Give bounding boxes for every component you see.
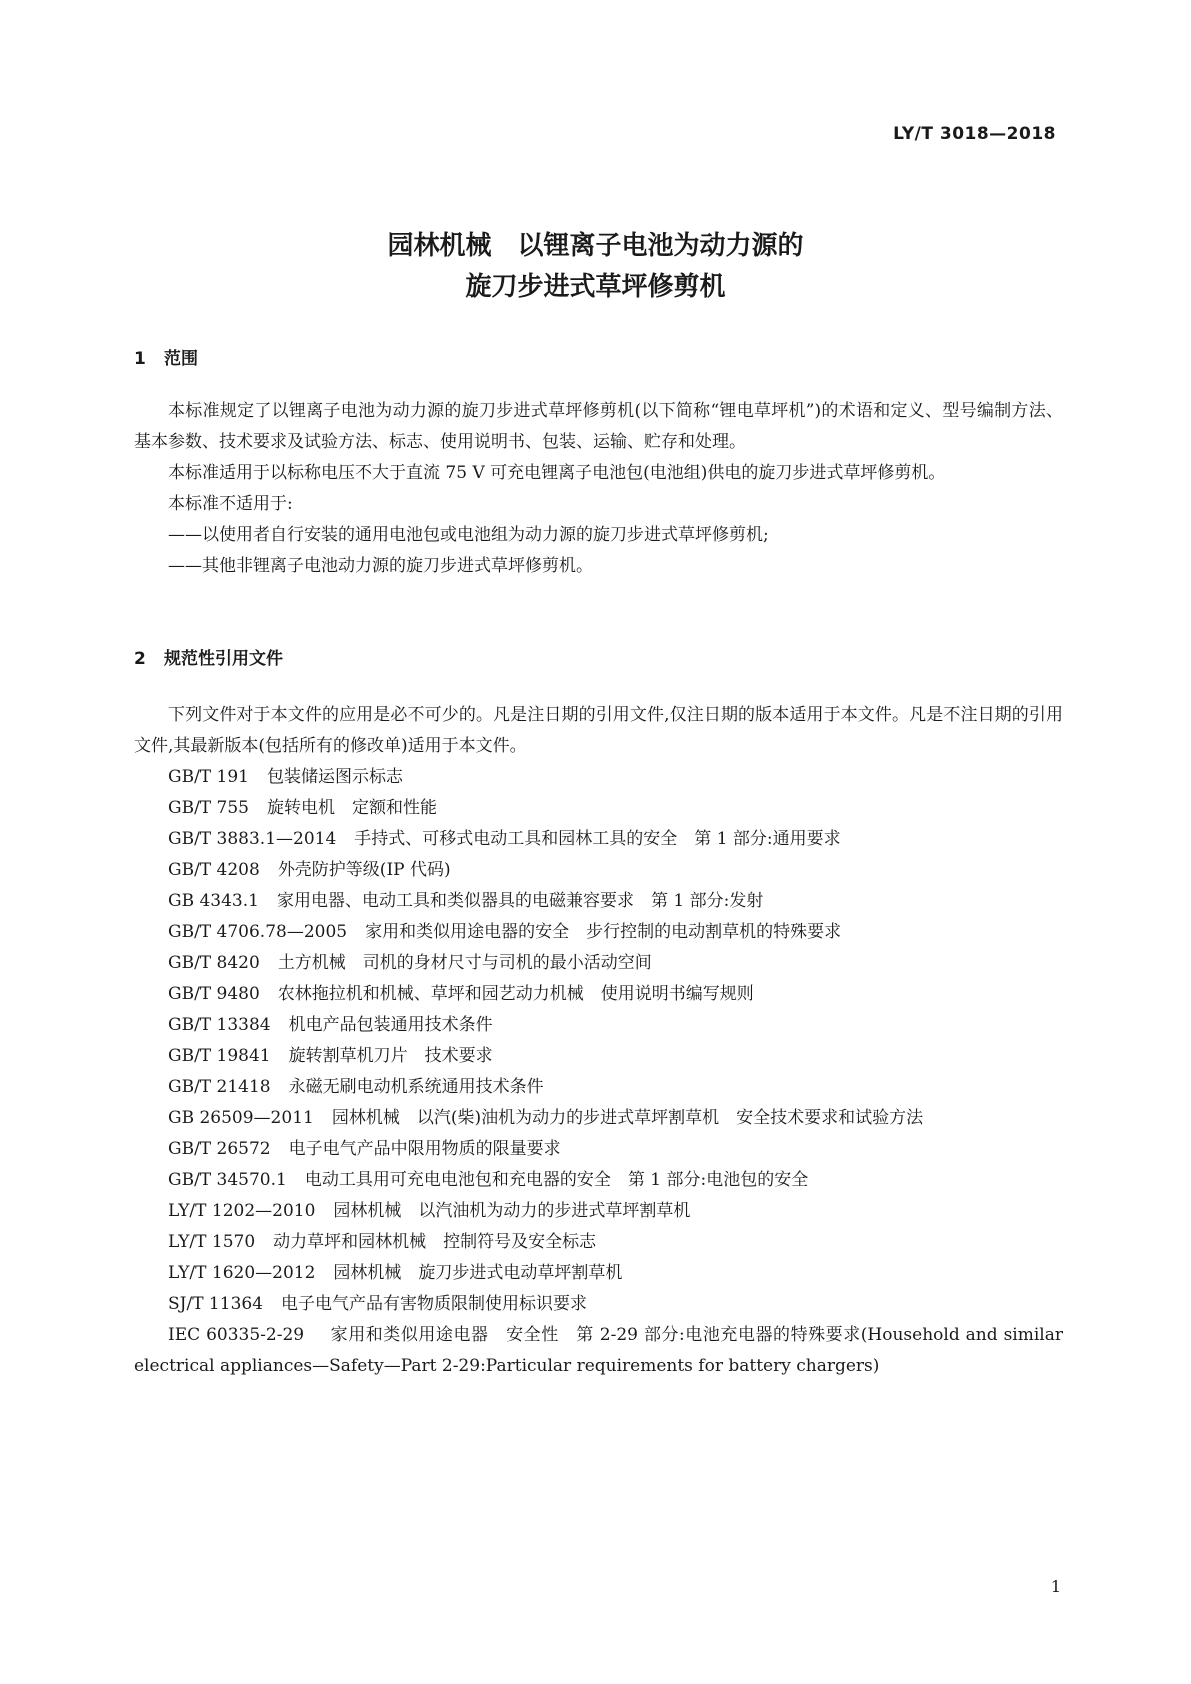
section-2-number: 2	[134, 649, 146, 669]
reference-item	[134, 1041, 1063, 1072]
section-1-title: 范围	[164, 349, 198, 369]
reference-item	[134, 1072, 1063, 1103]
reference-item	[134, 824, 1063, 855]
reference-item	[134, 762, 1063, 793]
document-title-line-1: 园林机械 以锂离子电池为动力源的	[387, 231, 804, 261]
reference-item	[134, 1103, 1063, 1134]
paragraph: 本标准适用于以标称电压不大于直流 75 V 可充电锂离子电池包(电池组)供电的旋刀步进式草坪修剪机。	[168, 463, 946, 483]
reference-title: 园林机械 以汽(柴)油机为动力的步进式草坪割草机 安全技术要求和试验方法	[331, 1108, 924, 1128]
reference-title: 家用电器、电动工具和类似器具的电磁兼容要求 第 1 部分:发射	[276, 891, 764, 911]
reference-title: 动力草坪和园林机械 控制符号及安全标志	[273, 1232, 597, 1252]
reference-item	[134, 1165, 1063, 1196]
reference-item	[134, 1320, 1063, 1382]
reference-title: 电动工具用可充电电池包和充电器的安全 第 1 部分:电池包的安全	[304, 1170, 809, 1190]
reference-code: GB/T 13384	[168, 1015, 271, 1035]
reference-item	[134, 1227, 1063, 1258]
reference-code: GB/T 3883.1—2014	[168, 829, 337, 849]
reference-title: 电子电气产品有害物质限制使用标识要求	[281, 1294, 588, 1314]
reference-code: GB/T 755	[168, 798, 249, 818]
reference-title: 手持式、可移式电动工具和园林工具的安全 第 1 部分:通用要求	[354, 829, 841, 849]
reference-item	[134, 793, 1063, 824]
reference-code: GB/T 4208	[168, 860, 260, 880]
reference-title: 旋转电机 定额和性能	[267, 798, 437, 818]
reference-item	[134, 886, 1063, 917]
reference-code: GB/T 21418	[168, 1077, 271, 1097]
reference-code: GB/T 19841	[168, 1046, 271, 1066]
section-2-title: 规范性引用文件	[164, 649, 283, 669]
section-2-heading	[134, 644, 283, 669]
reference-code: LY/T 1570	[168, 1232, 256, 1252]
section-1-heading	[134, 344, 198, 369]
reference-code: LY/T 1202—2010	[168, 1201, 316, 1221]
standard-number: LY/T 3018—2018	[893, 124, 1056, 144]
reference-title: 旋转割草机刀片 技术要求	[288, 1046, 493, 1066]
reference-title: 园林机械 旋刀步进式电动草坪割草机	[333, 1263, 623, 1283]
reference-code: GB 26509—2011	[168, 1108, 314, 1128]
reference-item	[134, 1010, 1063, 1041]
reference-code: SJ/T 11364	[168, 1294, 264, 1314]
reference-code: GB/T 4706.78—2005	[168, 922, 348, 942]
list-item: ——以使用者自行安装的通用电池包或电池组为动力源的旋刀步进式草坪修剪机;	[168, 525, 769, 545]
reference-code: GB/T 34570.1	[168, 1170, 287, 1190]
paragraph: 本标准规定了以锂离子电池为动力源的旋刀步进式草坪修剪机(以下简称“锂电草坪机”)的术语和定义、型号编制方法、基本参数、技术要求及试验方法、标志、使用说明书、包装、运输、贮存和处理。	[134, 401, 1063, 452]
reference-code: GB/T 26572	[168, 1139, 271, 1159]
reference-code: GB 4343.1	[168, 891, 259, 911]
reference-title: 电子电气产品中限用物质的限量要求	[288, 1139, 561, 1159]
reference-title: 永磁无刷电动机系统通用技术条件	[288, 1077, 544, 1097]
section-1-body	[134, 396, 1063, 582]
reference-title: 外壳防护等级(IP 代码)	[277, 860, 451, 880]
reference-title: 家用和类似用途电器 安全性 第 2-29 部分:电池充电器的特殊要求(Household and similar electrical appliances—Safety—Part 2-29:Particular requirements for battery chargers)	[134, 1325, 1063, 1376]
list-item: ——其他非锂离子电池动力源的旋刀步进式草坪修剪机。	[168, 556, 593, 576]
reference-item	[134, 855, 1063, 886]
reference-title: 土方机械 司机的身材尺寸与司机的最小活动空间	[277, 953, 652, 973]
section-2-body	[134, 700, 1063, 1382]
reference-item	[134, 1196, 1063, 1227]
paragraph: 本标准不适用于:	[168, 494, 293, 514]
reference-code: GB/T 8420	[168, 953, 260, 973]
page-number: 1	[1050, 1577, 1061, 1596]
reference-title: 园林机械 以汽油机为动力的步进式草坪割草机	[333, 1201, 691, 1221]
reference-code: GB/T 191	[168, 767, 249, 787]
section-1-number: 1	[134, 349, 146, 369]
reference-item	[134, 979, 1063, 1010]
reference-title: 农林拖拉机和机械、草坪和园艺动力机械 使用说明书编写规则	[277, 984, 754, 1004]
reference-item	[134, 1289, 1063, 1320]
reference-code: GB/T 9480	[168, 984, 260, 1004]
reference-item	[134, 948, 1063, 979]
reference-item	[134, 1258, 1063, 1289]
reference-title: 家用和类似用途电器的安全 步行控制的电动割草机的特殊要求	[365, 922, 842, 942]
reference-title: 包装储运图示标志	[267, 767, 403, 787]
paragraph: 下列文件对于本文件的应用是必不可少的。凡是注日期的引用文件,仅注日期的版本适用于本文件。凡是不注日期的引用文件,其最新版本(包括所有的修改单)适用于本文件。	[134, 705, 1063, 756]
document-title-line-2: 旋刀步进式草坪修剪机	[465, 272, 726, 302]
reference-code: IEC 60335-2-29	[168, 1325, 305, 1345]
reference-title: 机电产品包装通用技术条件	[288, 1015, 493, 1035]
reference-item	[134, 1134, 1063, 1165]
reference-item	[134, 917, 1063, 948]
reference-code: LY/T 1620—2012	[168, 1263, 316, 1283]
